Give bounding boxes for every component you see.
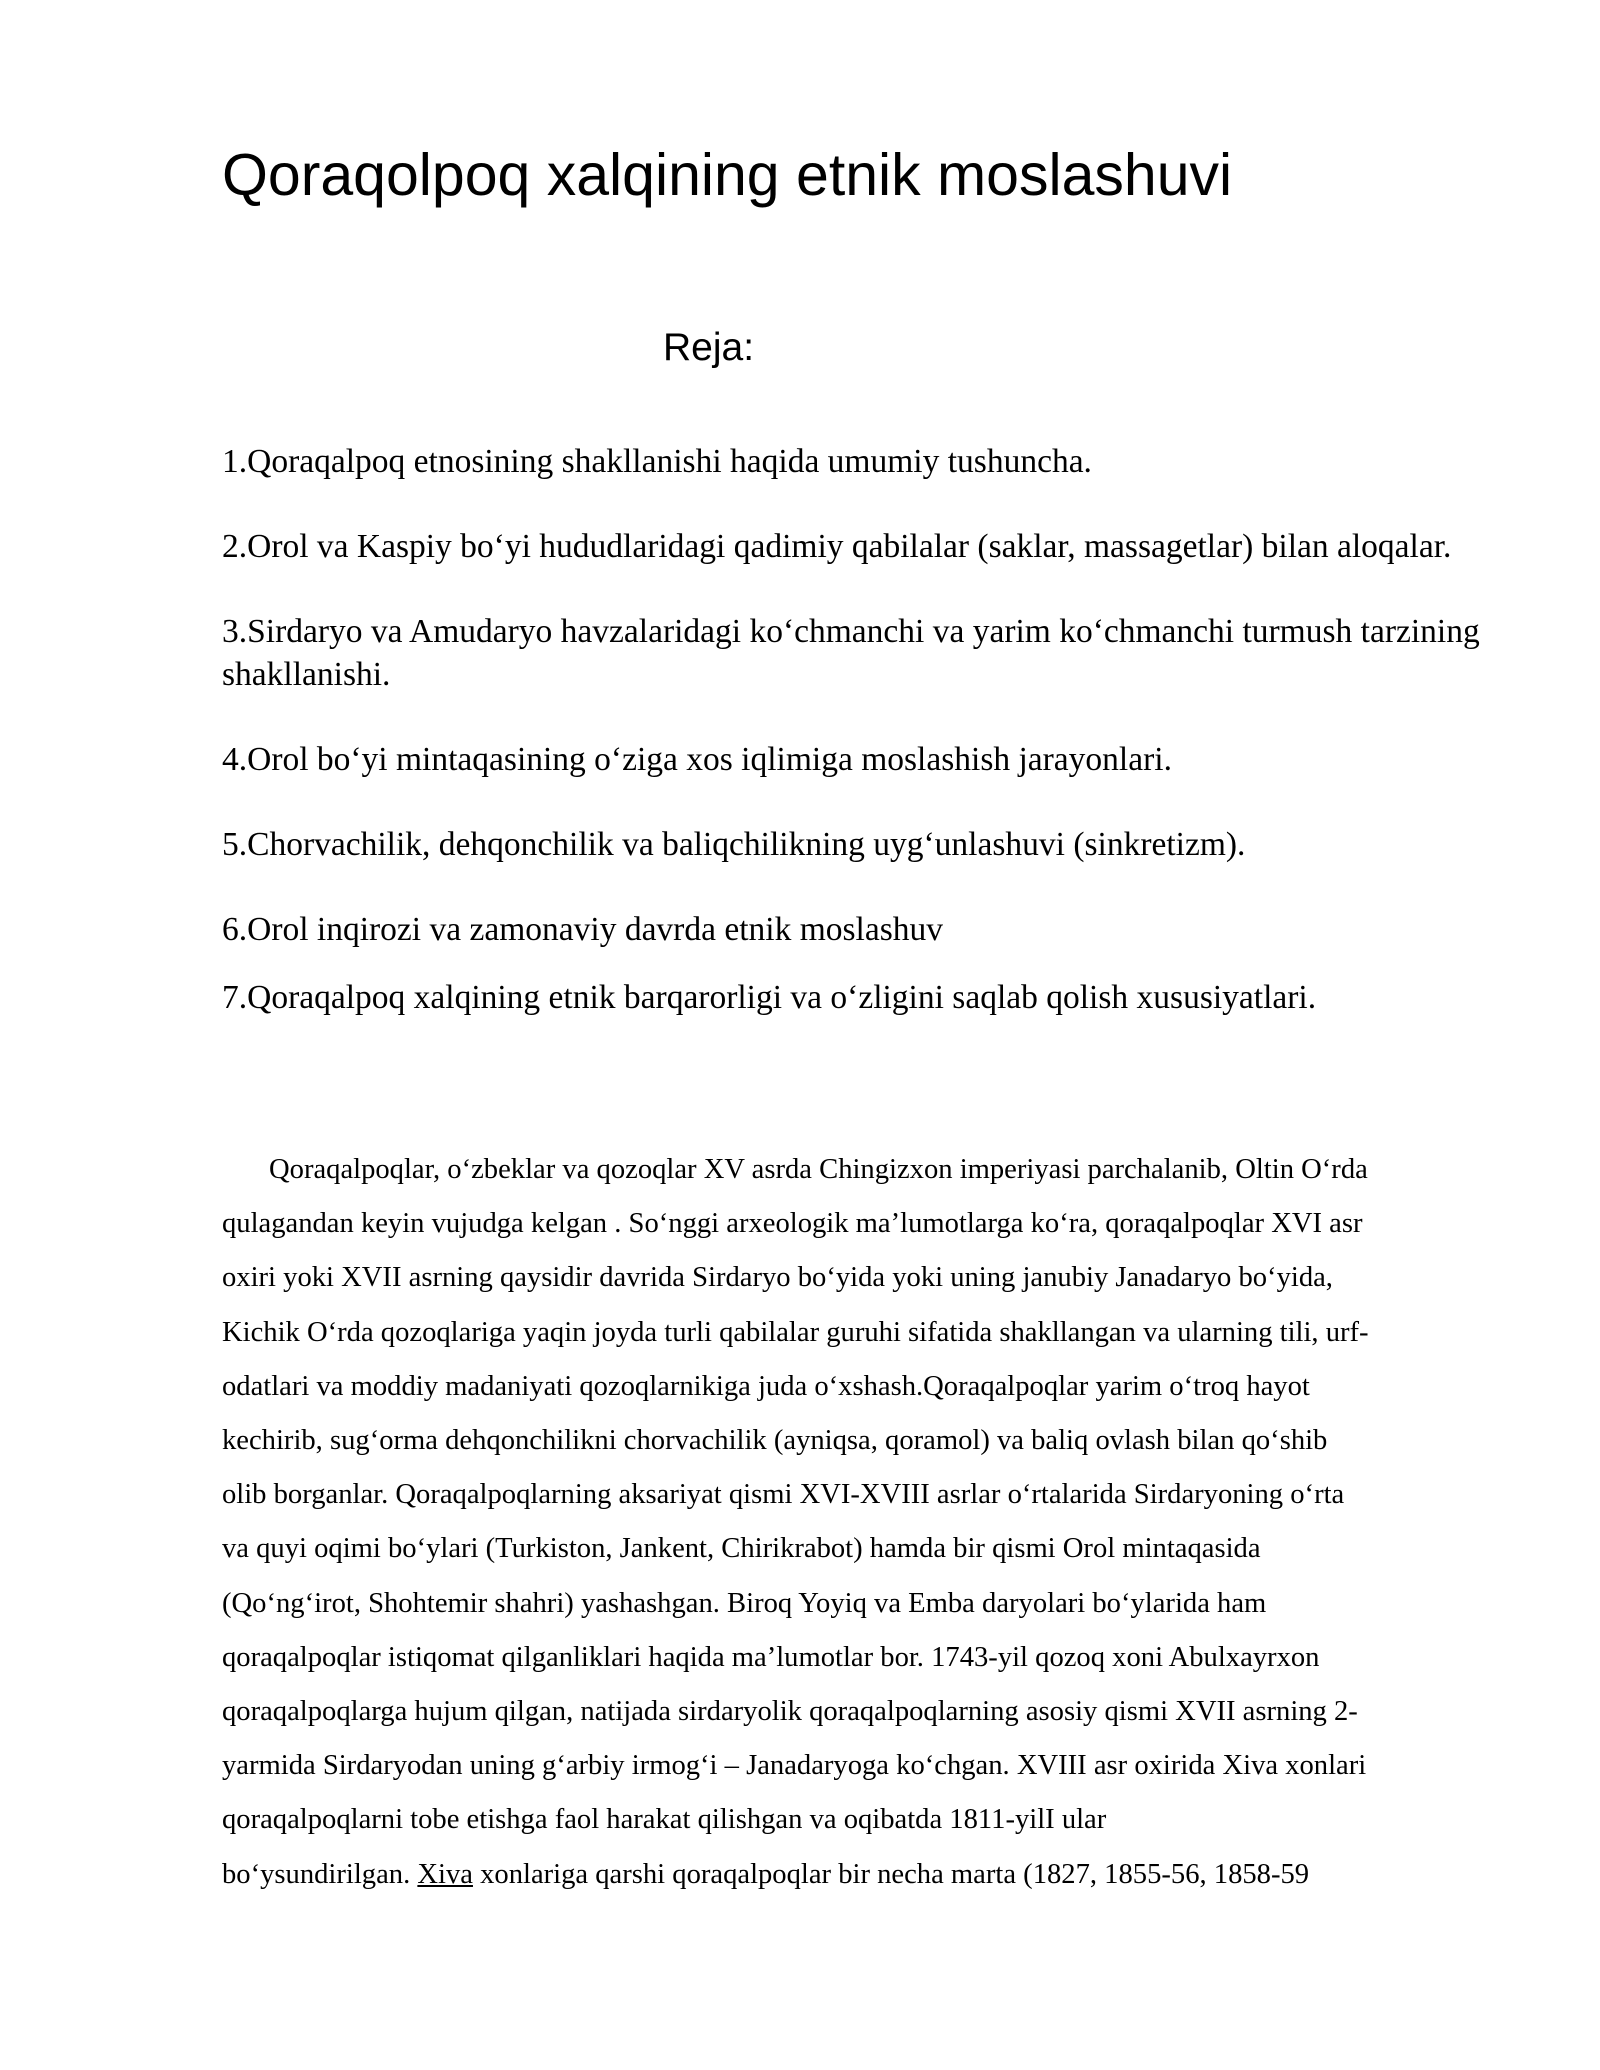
paragraph-line: (Qoʻngʻirot, Shohtemir shahri) yashashgan. Biroq Yoyiq va Emba daryolari boʻylarida ham xyxy=(222,1587,1267,1619)
paragraph-line: oxiri yoki XVII asrning qaysidir davrida Sirdaryo boʻyida yoki uning janubiy Janadaryo boʻyida, xyxy=(222,1262,1333,1294)
paragraph-line: olib borganlar. Qoraqalpoqlarning aksariyat qismi XVI-XVIII asrlar oʻrtalarida Sirdaryoning oʻrta xyxy=(222,1479,1345,1511)
plan-item: 4.Orol boʻyi mintaqasining oʻziga xos iqlimiga moslashish jarayonlari. xyxy=(222,741,1172,778)
plan-list xyxy=(222,440,1492,1061)
plan-item: 6.Orol inqirozi va zamonaviy davrda etnik moslashuv xyxy=(222,911,944,948)
plan-heading: Reja: xyxy=(663,326,755,369)
paragraph-line: qoraqalpoqlarga hujum qilgan, natijada sirdaryolik qoraqalpoqlarning asosiy qismi XVII asrning 2- xyxy=(222,1696,1358,1728)
xiva-link[interactable]: Xiva xyxy=(417,1858,473,1890)
paragraph-line: kechirib, sugʻorma dehqonchilikni chorvachilik (ayniqsa, qoramol) va baliq ovlash bilan qoʻshib xyxy=(222,1425,1328,1457)
paragraph-line: Kichik Oʻrda qozoqlariga yaqin joyda turli qabilalar guruhi sifatida shakllangan va ularning tili, urf- xyxy=(222,1316,1369,1348)
paragraph-last-line xyxy=(222,1848,1487,1902)
paragraph-line: qoraqalpoqlar istiqomat qilganliklari haqida maʼlumotlar bor. 1743-yil qozoq xoni Abulxayrxon xyxy=(222,1641,1320,1673)
paragraph-line: va quyi oqimi boʻylari (Turkiston, Jankent, Chirikrabot) hamda bir qismi Orol mintaqasida xyxy=(222,1533,1261,1565)
paragraph-line: qoraqalpoqlarni tobe etishga faol harakat qilishgan va oqibatda 1811-yilI ular xyxy=(222,1804,1107,1836)
paragraph-line: Qoraqalpoqlar, oʻzbeklar va qozoqlar XV asrda Chingizxon imperiyasi parchalanib, Oltin Oʻrda xyxy=(269,1154,1368,1185)
last-line-end: xonlariga qarshi qoraqalpoqlar bir necha marta (1827, 1855-56, 1858-59 xyxy=(472,1858,1310,1890)
plan-item: 1.Qoraqalpoq etnosining shakllanishi haqida umumiy tushuncha. xyxy=(222,443,1092,480)
body-paragraph xyxy=(222,1143,1487,1902)
plan-item: 2.Orol va Kaspiy boʻyi hududlaridagi qadimiy qabilalar (saklar, massagetlar) bilan aloqalar. xyxy=(222,528,1452,565)
paragraph-line: qulagandan keyin vujudga kelgan . Soʻnggi arxeologik maʼlumotlarga koʻra, qoraqalpoqlar XVI asr xyxy=(222,1208,1363,1240)
plan-item: 7.Qoraqalpoq xalqining etnik barqarorligi va oʻzligini saqlab qolish xususiyatlari. xyxy=(222,979,1317,1016)
paragraph-line: odatlari va moddiy madaniyati qozoqlarnikiga juda oʻxshash.Qoraqalpoqlar yarim oʻtroq hayot xyxy=(222,1370,1310,1402)
plan-item: 3.Sirdaryo va Amudaryo havzalaridagi koʻchmanchi va yarim koʻchmanchi turmush tarzining shakllanishi. xyxy=(222,613,1480,693)
page-title: Qoraqolpoq xalqining etnik moslashuvi xyxy=(222,142,1233,208)
plan-item: 5.Chorvachilik, dehqonchilik va baliqchilikning uygʻunlashuvi (sinkretizm). xyxy=(222,826,1246,863)
last-line-start: boʻysundirilgan. xyxy=(222,1858,418,1890)
paragraph-line: yarmida Sirdaryodan uning gʻarbiy irmogʻi – Janadaryoga koʻchgan. XVIII asr oxirida Xiva xonlari xyxy=(222,1750,1367,1782)
